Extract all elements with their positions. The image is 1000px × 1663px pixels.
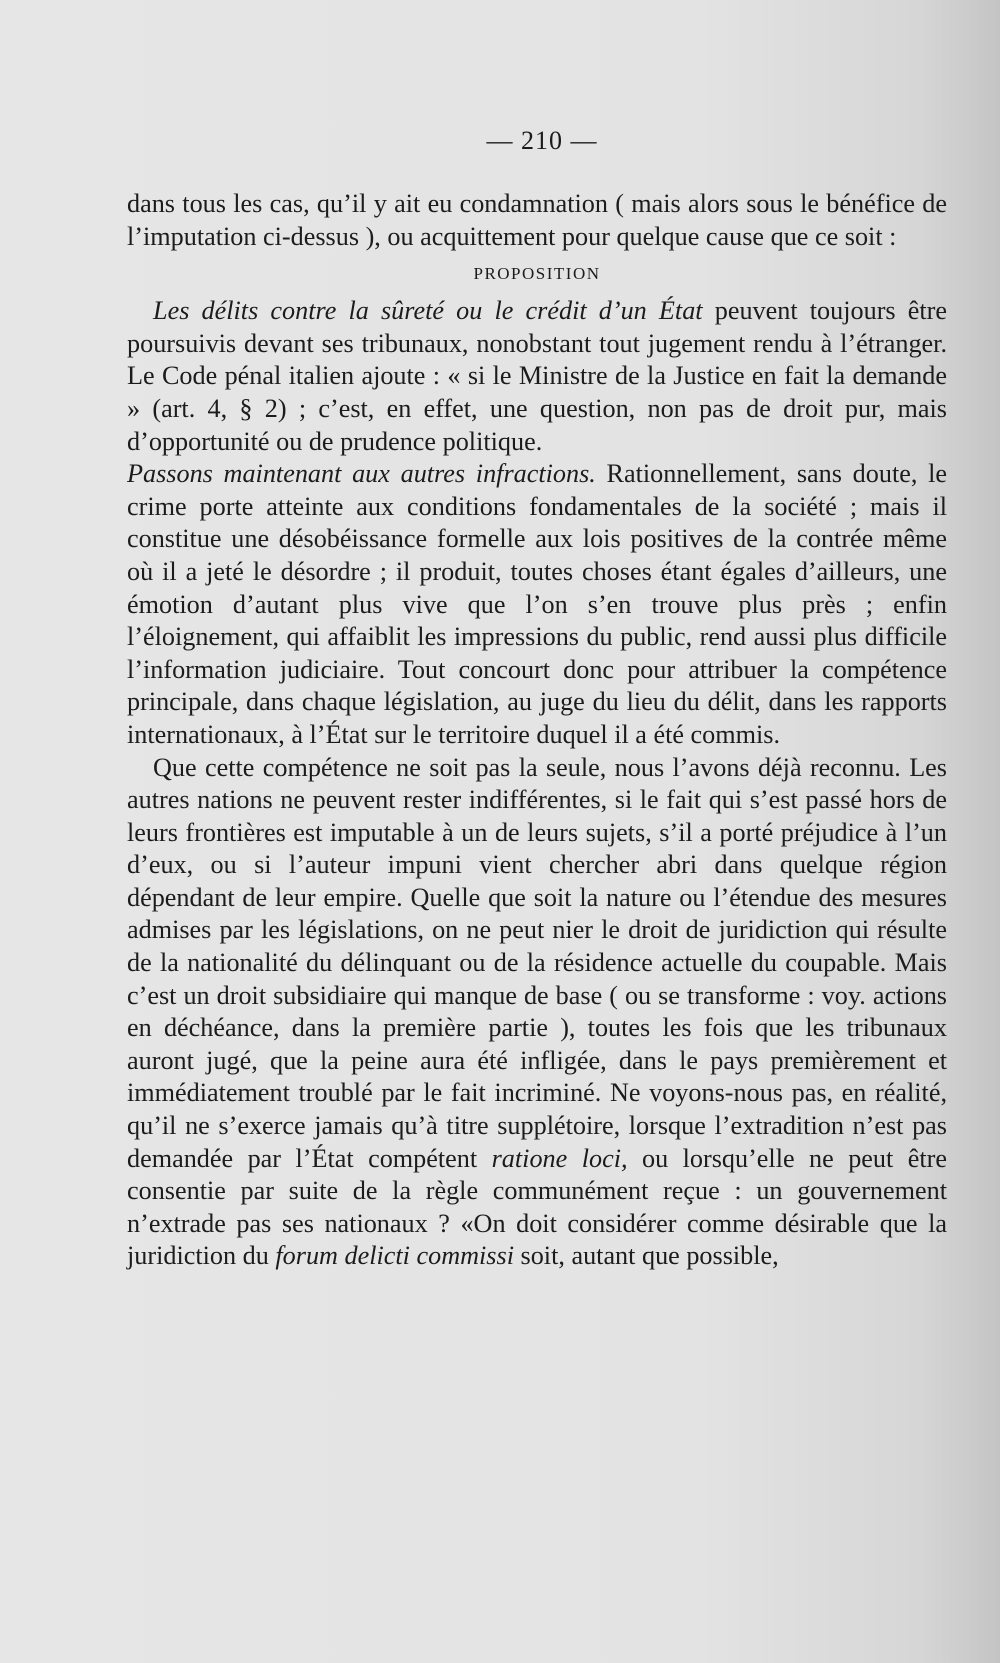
page-number: — 210 — (486, 126, 598, 155)
paragraph-proposition (127, 295, 947, 458)
paragraph-text: soit, autant que possible, (513, 1241, 779, 1271)
paragraph-competence (127, 752, 947, 1274)
italic-phrase: Les délits contre la sûreté ou le crédit d’un État (153, 296, 703, 326)
italic-phrase: ratione loci, (491, 1143, 628, 1173)
paragraph-text: peuvent toujours être poursuivis devant ses tribunaux, nonobstant tout jugement rendu à l’étranger. Le Code pénal italien ajoute : « si le Ministre de la Justice en fait la demande » (art. 4, § 2) ; c’est, en effet, une question, non pas de droit pur, mais d’opportunité ou de prudence politique. (127, 296, 947, 456)
paragraph-continuation: dans tous les cas, qu’il y ait eu condamnation ( mais alors sous le bénéfice de l’imputation ci-dessus ), ou acquittement pour quelque cause que ce soit : (127, 189, 947, 251)
body-text (127, 188, 947, 1273)
italic-phrase: Passons maintenant aux autres infractions. (127, 459, 596, 489)
paragraph-infractions (127, 458, 947, 751)
section-heading: PROPOSITION (473, 264, 601, 284)
paragraph-text: ou lorsqu’elle ne peut être consentie par suite de la règle communément reçue : un gouvernement n’extrade pas ses nationaux ? «On doit considérer comme désirable que la juridiction du (127, 1143, 947, 1271)
paragraph-text: Que cette compétence ne soit pas la seule, nous l’avons déjà reconnu. Les autres nations ne peuvent rester indifférentes, si le fait qui s’est passé hors de leurs frontières est imputable à un de leurs sujets, s’il a porté préjudice à l’un d’eux, ou si l’auteur impuni vient chercher abri dans quelque région dépendant de leur empire. Quelle que soit la nature ou l’étendue des mesures admises par les législations, on ne peut nier le droit de juridiction qui résulte de la nationalité du délinquant ou de la résidence actuelle du coupable. Mais c’est un droit subsidiaire qui manque de base ( ou se transforme : voy. actions en déchéance, dans la première partie ), toutes les fois que les tribunaux auront jugé, que la peine aura été infligée, dans le pays premièrement et immédiatement troublé par le fait incriminé. Ne voyons-nous pas, en réalité, qu’il ne s’exerce jamais qu’à titre supplétoire, lorsque l’extradition n’est pas demandée par l’État compétent (127, 752, 947, 1173)
paragraph-text: Rationnellement, sans doute, le crime porte atteinte aux conditions fondamentales de la société ; mais il constitue une désobéissance formelle aux lois positives de la contrée même où il a jeté le désordre ; il produit, toutes choses étant égales d’ailleurs, une émotion d’autant plus vive que l’on s’en trouve plus près ; enfin l’éloignement, qui affaiblit les impressions du public, rend aussi plus difficile l’information judiciaire. Tout concourt donc pour attribuer la compétence principale, dans chaque législation, au juge du lieu du délit, dans les rapports internationaux, à l’État sur le territoire duquel il a été commis. (127, 459, 947, 749)
italic-phrase: forum delicti commissi (275, 1241, 514, 1271)
